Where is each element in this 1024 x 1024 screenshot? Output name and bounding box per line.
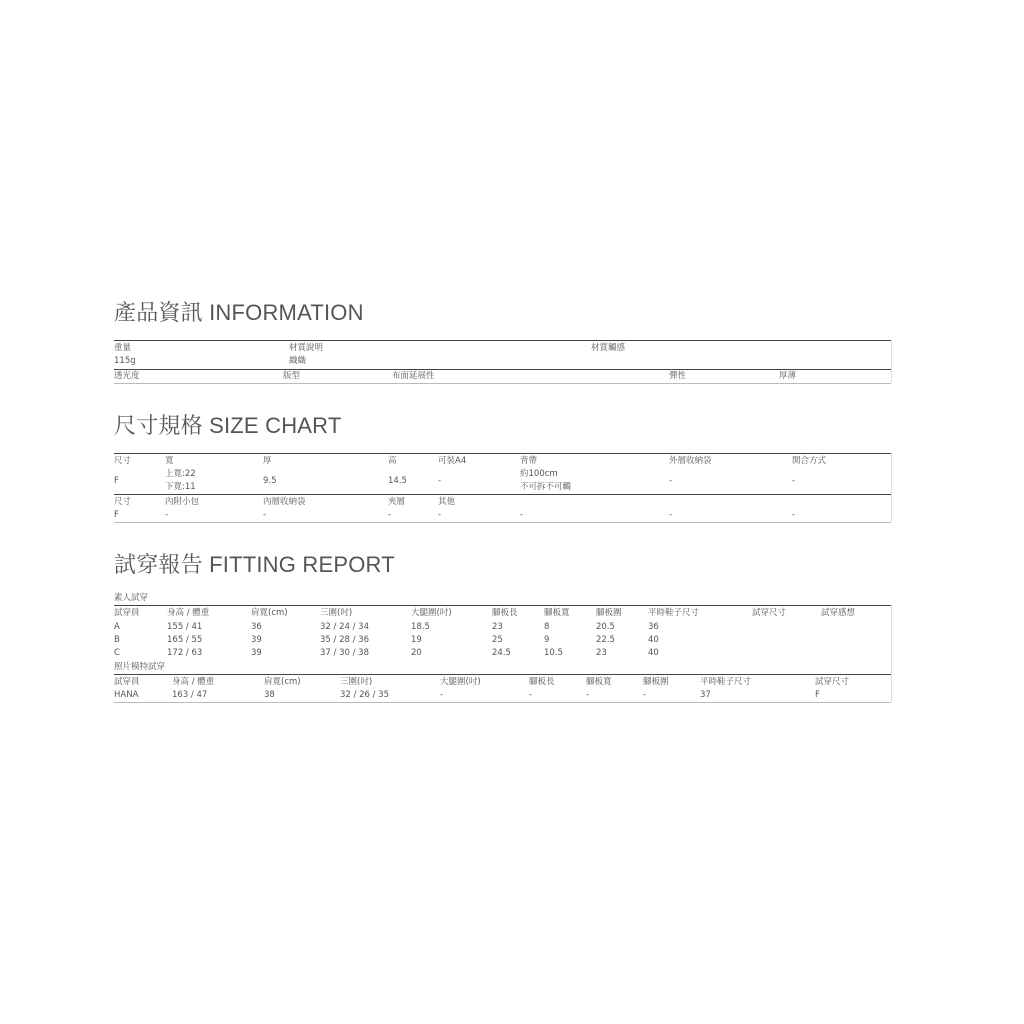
table-cell: - <box>438 510 442 520</box>
table-cell: - <box>263 510 267 520</box>
other-header: 其他 <box>438 497 456 507</box>
table-cell: - <box>165 510 169 520</box>
table-cell: 19 <box>411 635 422 645</box>
column-header: 腳板長 <box>529 677 555 687</box>
feel-label: 材質觸感 <box>591 343 626 353</box>
table-cell: 36 <box>251 622 262 632</box>
divider <box>114 522 891 523</box>
width-top-value: 上寬:22 <box>165 469 196 479</box>
table-cell: 35 / 28 / 36 <box>320 635 369 645</box>
column-header: 肩寬(cm) <box>251 608 288 618</box>
column-header: 三圍(吋) <box>320 608 353 618</box>
column-header: 試穿員 <box>114 608 140 618</box>
table-cell: 40 <box>648 635 659 645</box>
divider <box>114 605 891 606</box>
divider <box>114 340 891 341</box>
model-fitting-subtitle: 照片模特試穿 <box>114 662 166 672</box>
table-cell: 172 / 63 <box>167 648 203 658</box>
a4-value: - <box>438 476 442 486</box>
table-cell: 25 <box>492 635 503 645</box>
divider <box>114 674 891 675</box>
table-cell: HANA <box>114 690 139 700</box>
elastic-label: 彈性 <box>669 371 687 381</box>
thickness-header: 厚 <box>263 456 272 466</box>
material-value: 織織 <box>289 356 307 366</box>
height-value: 14.5 <box>388 476 407 486</box>
divider <box>114 494 891 495</box>
weight-value: 115g <box>114 356 136 366</box>
table-cell: 163 / 47 <box>172 690 208 700</box>
column-header: 身高 / 體重 <box>167 608 210 618</box>
column-header: 腳板寬 <box>544 608 570 618</box>
table-cell: - <box>440 690 444 700</box>
table-cell: 10.5 <box>544 648 563 658</box>
table-cell: 8 <box>544 622 550 632</box>
table-cell: - <box>643 690 647 700</box>
table-cell: 39 <box>251 635 262 645</box>
width-header: 寬 <box>165 456 174 466</box>
divider <box>114 702 891 703</box>
table-cell: B <box>114 635 120 645</box>
size-header: 尺寸 <box>114 456 132 466</box>
table-cell: 32 / 26 / 35 <box>340 690 389 700</box>
divider <box>891 340 892 383</box>
table-cell: A <box>114 622 120 632</box>
column-header: 平時鞋子尺寸 <box>648 608 700 618</box>
fitting-report-title: 試穿報告 FITTING REPORT <box>114 552 395 577</box>
amateur-fitting-subtitle: 素人試穿 <box>114 593 149 603</box>
pattern-label: 版型 <box>283 371 301 381</box>
size-value: F <box>114 510 119 520</box>
table-cell: 40 <box>648 648 659 658</box>
compartment-header: 夾層 <box>388 497 406 507</box>
table-cell: 20 <box>411 648 422 658</box>
table-cell: 37 <box>700 690 711 700</box>
size-header: 尺寸 <box>114 497 132 507</box>
outer-pocket-value: - <box>669 476 673 486</box>
table-cell: 165 / 55 <box>167 635 203 645</box>
table-cell: - <box>529 690 533 700</box>
table-cell: - <box>792 510 796 520</box>
table-cell: 36 <box>648 622 659 632</box>
thickness-value: 9.5 <box>263 476 277 486</box>
table-cell: 38 <box>264 690 275 700</box>
table-cell: - <box>520 510 524 520</box>
divider <box>891 605 892 702</box>
width-bottom-value: 下寬:11 <box>165 482 196 492</box>
table-cell: 155 / 41 <box>167 622 203 632</box>
table-cell: 39 <box>251 648 262 658</box>
table-cell: C <box>114 648 120 658</box>
weight-label: 重量 <box>114 343 132 353</box>
information-title: 產品資訊 INFORMATION <box>114 300 364 325</box>
a4-header: 可裝A4 <box>438 456 467 466</box>
divider <box>114 369 891 370</box>
strap-note-value: 不可拆不可觸 <box>520 482 572 492</box>
divider <box>891 453 892 522</box>
column-header: 腳板圍 <box>596 608 622 618</box>
closure-value: - <box>792 476 796 486</box>
inner-pouch-header: 內附小包 <box>165 497 200 507</box>
column-header: 試穿尺寸 <box>815 677 850 687</box>
table-cell: - <box>669 510 673 520</box>
thickness-label: 厚薄 <box>779 371 797 381</box>
column-header: 大腿圍(吋) <box>440 677 481 687</box>
column-header: 試穿感想 <box>821 608 856 618</box>
strap-header: 背帶 <box>520 456 538 466</box>
table-cell: 23 <box>492 622 503 632</box>
column-header: 平時鞋子尺寸 <box>700 677 752 687</box>
stretch-label: 布面延展性 <box>392 371 435 381</box>
column-header: 三圍(吋) <box>340 677 373 687</box>
divider <box>114 453 891 454</box>
column-header: 試穿員 <box>114 677 140 687</box>
table-cell: 32 / 24 / 34 <box>320 622 369 632</box>
table-cell: 37 / 30 / 38 <box>320 648 369 658</box>
transparency-label: 透光度 <box>114 371 140 381</box>
table-cell: 23 <box>596 648 607 658</box>
column-header: 腳板寬 <box>586 677 612 687</box>
closure-header: 開合方式 <box>792 456 827 466</box>
outer-pocket-header: 外層收納袋 <box>669 456 712 466</box>
size-value: F <box>114 476 119 486</box>
column-header: 肩寬(cm) <box>264 677 301 687</box>
table-cell: 18.5 <box>411 622 430 632</box>
inner-pocket-header: 內層收納袋 <box>263 497 306 507</box>
table-cell: 20.5 <box>596 622 615 632</box>
table-cell: 9 <box>544 635 550 645</box>
column-header: 身高 / 體重 <box>172 677 215 687</box>
strap-length-value: 約100cm <box>520 469 558 479</box>
table-cell: - <box>586 690 590 700</box>
column-header: 腳板長 <box>492 608 518 618</box>
column-header: 腳板圍 <box>643 677 669 687</box>
divider <box>114 383 891 384</box>
size-chart-title: 尺寸規格 SIZE CHART <box>114 413 342 438</box>
table-cell: - <box>388 510 392 520</box>
column-header: 試穿尺寸 <box>752 608 787 618</box>
material-label: 材質說明 <box>289 343 324 353</box>
table-cell: F <box>815 690 820 700</box>
table-cell: 22.5 <box>596 635 615 645</box>
height-header: 高 <box>388 456 397 466</box>
column-header: 大腿圍(吋) <box>411 608 452 618</box>
table-cell: 24.5 <box>492 648 511 658</box>
